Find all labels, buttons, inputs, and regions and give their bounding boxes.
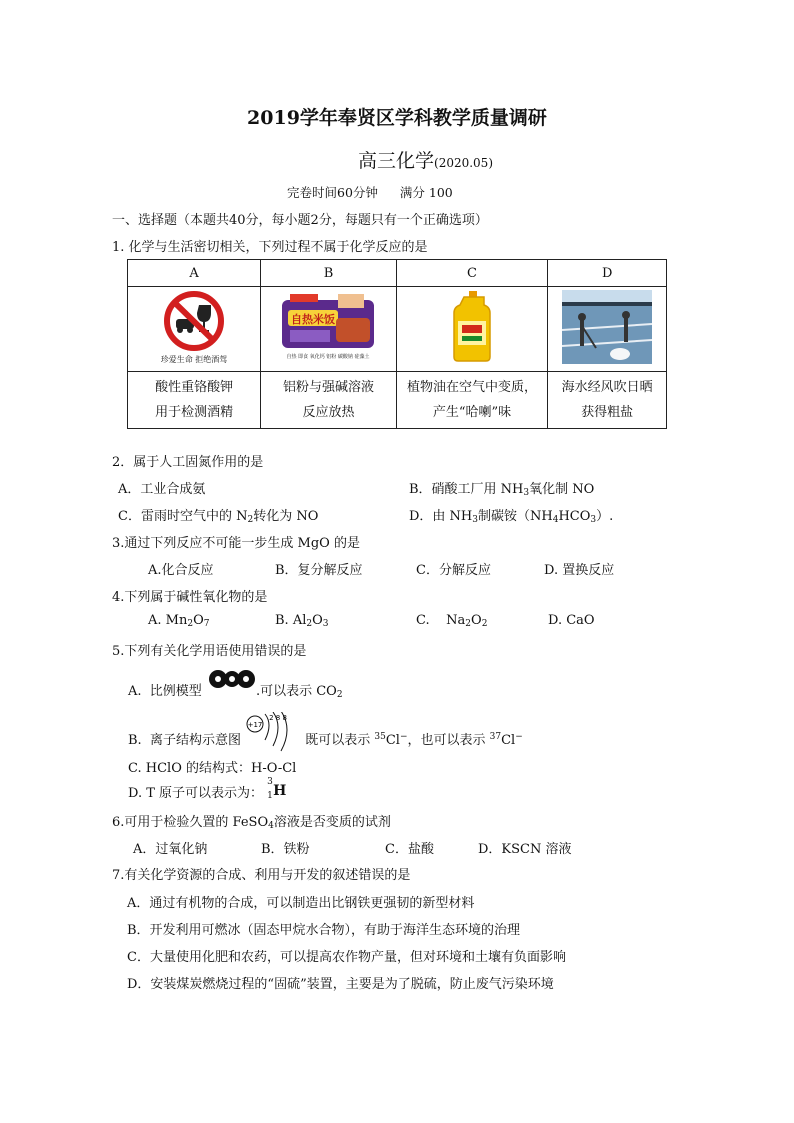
section-heading: 一、选择题（本题共40分，每小题2分，每题只有一个正确选项） bbox=[112, 213, 488, 228]
oil-bottle-image bbox=[396, 287, 548, 372]
package-label: 自热米饭 bbox=[291, 313, 336, 326]
q4-option-c: C. $Na_2O_2$ bbox=[416, 613, 488, 629]
q3-option-c: C．分解反应 bbox=[416, 563, 491, 578]
oil-bottle-icon bbox=[442, 289, 502, 365]
q1-option-b: 铝粉与强碱溶液 反应放热 bbox=[261, 372, 396, 429]
q6-option-d: D．KSCN 溶液 bbox=[478, 842, 572, 857]
q5-option-b: B. 离子结构示意图 +17 2 8 8 既可以表示 $^{35}$Cl−，也可以表示 $^{37}$Cl− bbox=[128, 712, 523, 752]
col-b-header: B bbox=[261, 260, 396, 287]
q1-option-d: 海水经风吹日晒 获得粗盐 bbox=[548, 372, 667, 429]
q2-option-a: A．工业合成氨 bbox=[118, 482, 206, 497]
q1-option-a: 酸性重铬酸钾 用于检测酒精 bbox=[128, 372, 261, 429]
ion-nucleus: +17 bbox=[247, 721, 263, 729]
q7-option-a: A．通过有机物的合成，可以制造出比钢铁更强韧的新型材料 bbox=[127, 896, 475, 911]
q3-option-b: B．复分解反应 bbox=[275, 563, 363, 578]
no-drink-driving-image bbox=[128, 287, 261, 372]
q4-option-a: A. $Mn_2O_7$ bbox=[148, 613, 210, 629]
q4-option-d: D. CaO bbox=[548, 613, 595, 628]
q5-stem: 5.下列有关化学用语使用错误的是 bbox=[112, 644, 307, 659]
sign-caption: 珍爱生命 拒绝酒驾 bbox=[160, 355, 228, 364]
col-a-header: A bbox=[128, 260, 261, 287]
salt-field-icon bbox=[562, 290, 652, 364]
no-drink-driving-icon bbox=[154, 289, 234, 365]
tritium-atomic-number: 1 bbox=[267, 791, 273, 801]
q7-option-c: C．大量使用化肥和农药，可以提高农作物产量，但对环境和土壤有负面影响 bbox=[127, 950, 566, 965]
q1-stem: 1. 化学与生活密切相关，下列过程不属于化学反应的是 bbox=[112, 240, 428, 255]
q6-stem: 6.可用于检验久置的 FeSO$_4$溶液是否变质的试剂 bbox=[112, 815, 391, 831]
q2-stem: 2．属于人工固氮作用的是 bbox=[112, 455, 264, 470]
q2-option-b: B．硝酸工厂用 $NH_3$氧化制 NO bbox=[409, 482, 595, 498]
q2-option-d: D．由 $NH_3$制碳铵$(NH_4HCO_3)$. bbox=[409, 509, 614, 525]
q3-stem: 3.通过下列反应不可能一步生成 MgO 的是 bbox=[112, 536, 360, 551]
q5-option-d: D. T 原子可以表示为： 3 1 H bbox=[128, 777, 287, 801]
full-score: 满分 100 bbox=[399, 185, 453, 200]
ion-shells: 2 8 8 bbox=[269, 714, 287, 722]
q4-stem: 4.下列属于碱性氧化物的是 bbox=[112, 590, 268, 605]
col-d-header: D bbox=[548, 260, 667, 287]
self-heating-rice-image bbox=[261, 287, 396, 372]
q2-option-c: C．雷雨时空气中的 $N_2$转化为 NO bbox=[118, 509, 319, 525]
q5-option-a: A. 比例模型 .可以表示 $CO_2$ bbox=[128, 668, 343, 698]
q6-option-c: C．盐酸 bbox=[385, 842, 434, 857]
subject-title bbox=[358, 146, 493, 173]
exam-info bbox=[287, 183, 453, 201]
co2-space-filling-model-icon bbox=[208, 668, 256, 690]
page-title: 2019学年奉贤区学科教学质量调研 bbox=[247, 107, 547, 129]
chloride-ion-diagram-icon bbox=[245, 712, 297, 752]
tritium-symbol: H bbox=[273, 783, 287, 799]
q6-option-a: A．过氧化钠 bbox=[133, 842, 208, 857]
q7-stem: 7.有关化学资源的合成、利用与开发的叙述错误的是 bbox=[112, 868, 411, 883]
q7-option-b: B．开发利用可燃冰（固态甲烷水合物），有助于海洋生态环境的治理 bbox=[127, 923, 521, 938]
q4-option-b: B. $Al_2O_3$ bbox=[275, 613, 329, 629]
q5-option-c: C. HClO 的结构式：H-O-Cl bbox=[128, 761, 297, 776]
time-limit: 完卷时间60分钟 bbox=[287, 185, 378, 200]
col-c-header: C bbox=[396, 260, 548, 287]
sea-salt-image bbox=[548, 287, 667, 372]
q1-table bbox=[127, 259, 667, 429]
q3-option-a: A.化合反应 bbox=[148, 563, 214, 578]
q3-option-d: D. 置换反应 bbox=[544, 563, 615, 578]
q1-option-c: 植物油在空气中变质， 产生“哈喇”味 bbox=[396, 372, 548, 429]
q6-option-b: B．铁粉 bbox=[261, 842, 310, 857]
tritium-mass-number: 3 bbox=[267, 777, 273, 787]
rice-package-icon bbox=[280, 292, 376, 362]
exam-date: (2020.05) bbox=[434, 156, 494, 170]
q7-option-d: D．安装煤炭燃烧过程的“固硫”装置，主要是为了脱硫，防止废气污染环境 bbox=[127, 977, 554, 992]
subject-name: 高三化学 bbox=[358, 150, 435, 172]
package-sub: 自热 即食 氧化钙 铝粉 碳酸钠 硅藻土 bbox=[286, 354, 370, 360]
